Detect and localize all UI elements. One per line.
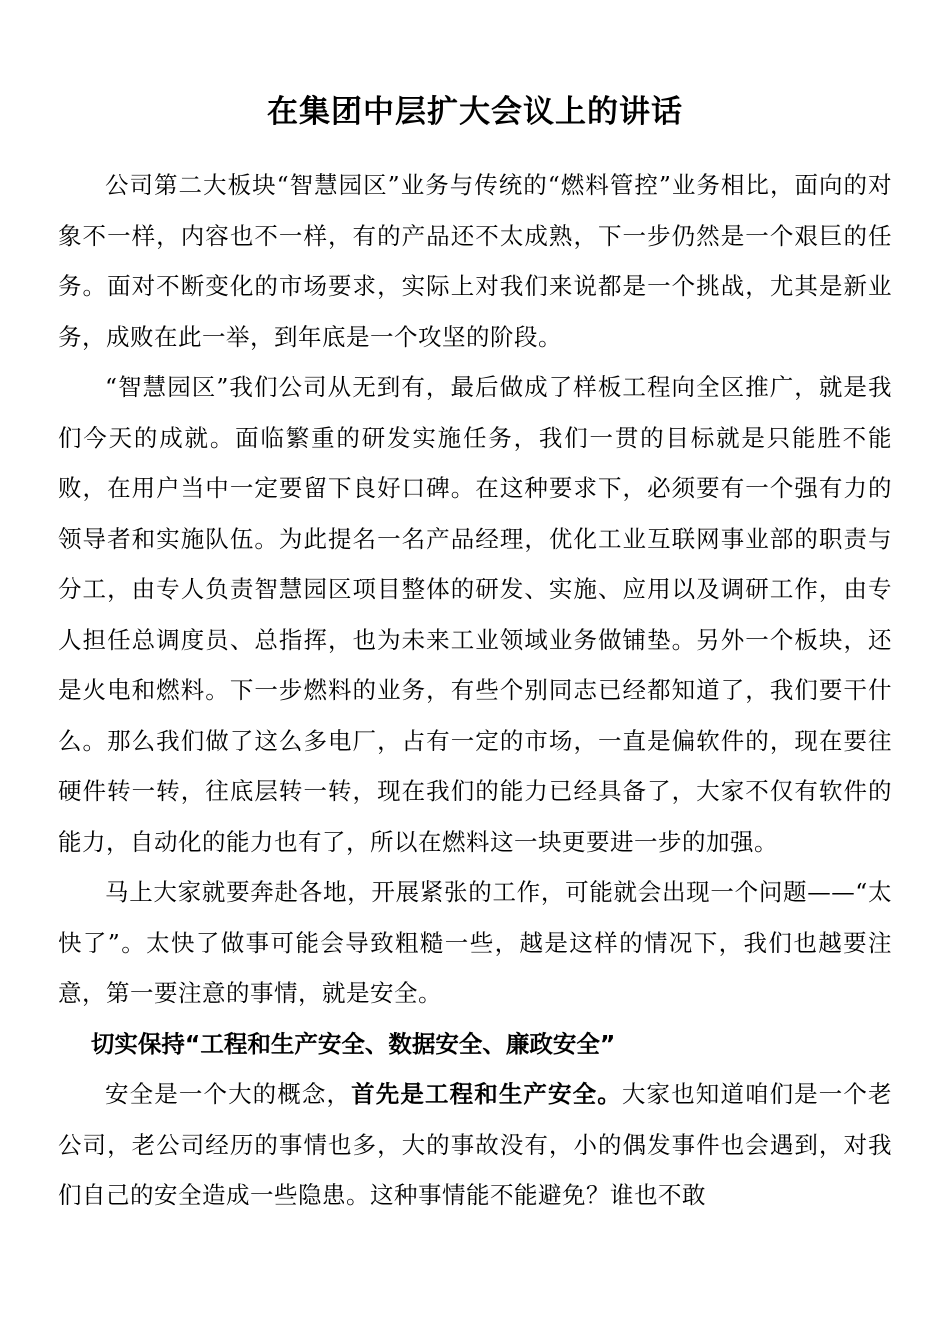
section-heading-safety: 切实保持“工程和生产安全、数据安全、廉政安全” xyxy=(90,1029,616,1058)
paragraph-engineering-safety xyxy=(58,1069,892,1221)
document-title: 在集团中层扩大会议上的讲话 xyxy=(267,94,683,130)
paragraph-smart-park: 公司第二大板块“智慧园区”业务与传统的“燃料管控”业务相比，面向的对象不一样，内容也不一样，有的产品还不太成熟，下一步仍然是一个艰巨的任务。面对不断变化的市场要求，实际上对我们来说都是一个挑战，尤其是新业务，成败在此一举，到年底是一个攻坚的阶段。 xyxy=(58,171,892,351)
paragraph-safety-intro: 马上大家就要奔赴各地，开展紧张的工作，可能就会出现一个问题——“太快了”。太快了做事可能会导致粗糙一些，越是这样的情况下，我们也越要注意，第一要注意的事情，就是安全。 xyxy=(58,878,892,1007)
paragraph-achievements: “智慧园区”我们公司从无到有，最后做成了样板工程向全区推广，就是我们今天的成就。面临繁重的研发实施任务，我们一贯的目标就是只能胜不能败，在用户当中一定要留下良好口碑。在这种要求下，必须要有一个强有力的领导者和实施队伍。为此提名一名产品经理，优化工业互联网事业部的职责与分工，由专人负责智慧园区项目整体的研发、实施、应用以及调研工作，由专人担任总调度员、总指挥，也为未来工业领域业务做铺垫。另外一个板块，还是火电和燃料。下一步燃料的业务，有些个别同志已经都知道了，我们要干什么。那么我们做了这么多电厂，占有一定的市场，一直是偏软件的，现在要往硬件转一转，往底层转一转，现在我们的能力已经具备了，大家不仅有软件的能力，自动化的能力也有了，所以在燃料这一块更要进一步的加强。 xyxy=(58,373,892,856)
document-page xyxy=(58,0,892,1221)
paragraph-4-start: 安全是一个大的概念， xyxy=(105,1080,352,1108)
paragraph-4-rest: 大家也知道咱们是一个老公司，老公司经历的事情也多，大的事故没有，小的偶发事件也会遇到，对我们自己的安全造成一些隐患。这种事情能不能避免？谁也不敢 xyxy=(58,1080,893,1209)
paragraph-4-emphasis: 首先是工程和生产安全。 xyxy=(351,1080,622,1108)
